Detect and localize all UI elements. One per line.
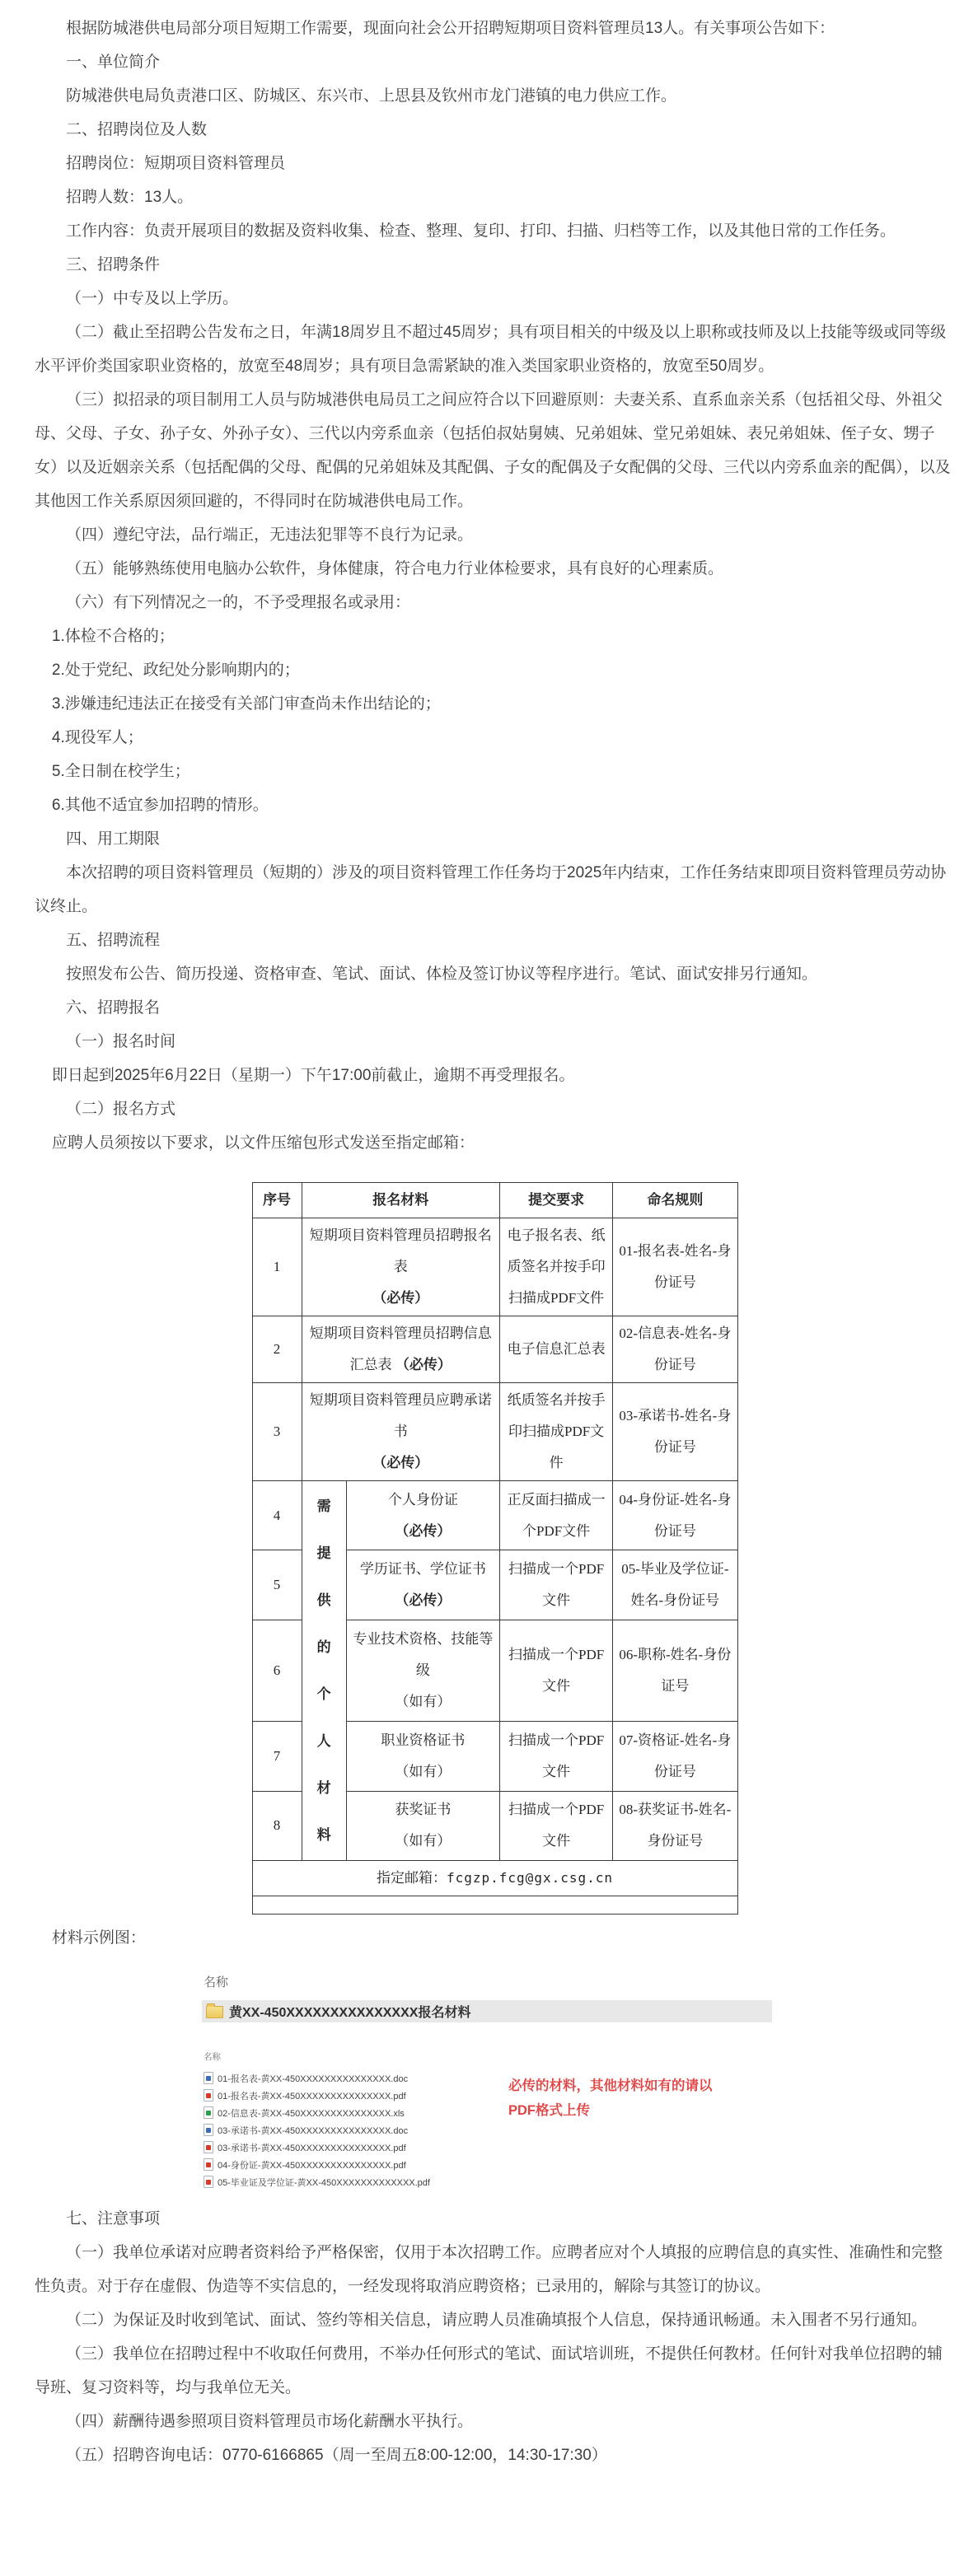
notice-item: （一）我单位承诺对应聘者资料给予严格保密，仅用于本次招聘工作。应聘者应对个人填报的应聘信息的真实性、准确性和完整性负责。对于存在虚假、伪造等不实信息的，一经发现将取消应聘资格；已录用的，解除与其签订的协议。 [35, 2244, 943, 2295]
condition-item: （六）有下列情况之一的，不予受理报名或录用： [66, 594, 411, 611]
material-name: 专业技术资格、技能等级 [353, 1630, 494, 1678]
file-name: 02-信息表-黄XX-450XXXXXXXXXXXXXXX.xls [218, 2108, 405, 2119]
paragraph: 招聘人数：13人。 [66, 189, 194, 206]
material-cell [302, 1218, 499, 1316]
row-num: 8 [252, 1791, 302, 1860]
subsection-heading: （二）报名方式 [66, 1101, 176, 1118]
section-heading-1: 一、单位简介 [66, 54, 161, 71]
material-name: 短期项目资料管理员招聘报名表 [309, 1227, 492, 1274]
material-cell [346, 1550, 499, 1620]
naming-cell: 08-获奖证书-姓名-身份证号 [613, 1791, 737, 1860]
file-type-dot [206, 2093, 211, 2098]
requirement-cell: 扫描成一个PDF文件 [499, 1722, 612, 1791]
naming-cell: 06-职称-姓名-身份证号 [613, 1620, 737, 1722]
naming-cell: 07-资格证-姓名-身份证号 [613, 1722, 737, 1791]
pdf-file-icon [204, 2141, 213, 2153]
file-type-dot [206, 2111, 211, 2115]
disqualify-item: 1.体检不合格的； [51, 628, 175, 645]
note-line-1: 必传的材料，其他材料如有的请以 [508, 2078, 713, 2093]
required-materials-note [508, 2073, 780, 2123]
xls-file-icon [204, 2106, 213, 2119]
empty-cell [252, 1896, 737, 1914]
file-name: 04-身份证-黄XX-450XXXXXXXXXXXXXXX.pdf [218, 2160, 406, 2171]
requirement-cell: 扫描成一个PDF文件 [499, 1620, 612, 1722]
material-tag: （如有） [395, 1693, 452, 1709]
notice-item-phone: （五）招聘咨询电话：0770-6166865（周一至周五8:00-12:00，14:30-17:30） [66, 2447, 607, 2464]
material-name: 学历证书、学位证书 [359, 1560, 486, 1577]
materials-table [252, 1182, 738, 1914]
file-type-dot [206, 2128, 211, 2133]
condition-item: （四）遵纪守法，品行端正，无违法犯罪等不良行为记录。 [66, 526, 474, 544]
material-cell [346, 1481, 499, 1550]
material-tag: （必传） [372, 1290, 429, 1306]
section-heading-2: 二、招聘岗位及人数 [66, 121, 208, 138]
empty-row [252, 1896, 737, 1914]
file-name: 03-承诺书-黄XX-450XXXXXXXXXXXXXXX.doc [218, 2125, 409, 2136]
material-cell [346, 1791, 499, 1860]
explorer-name-column-header-small: 名称 [204, 2052, 221, 2062]
file-type-dot [206, 2076, 211, 2081]
notice-item: （二）为保证及时收到笔试、面试、签约等相关信息，请应聘人员准确填报个人信息，保持通讯畅通。未入围者不另行通知。 [66, 2312, 928, 2329]
row-num: 4 [252, 1481, 302, 1550]
note-line-2: PDF格式上传 [508, 2103, 590, 2118]
file-row [204, 2173, 795, 2190]
notice-item: （四）薪酬待遇参照项目资料管理员市场化薪酬水平执行。 [66, 2413, 474, 2430]
material-tag: （必传） [395, 1592, 452, 1608]
col-header-naming: 命名规则 [613, 1183, 737, 1218]
requirement-cell: 纸质签名并按手印扫描成PDF文件 [499, 1383, 612, 1481]
personal-materials-group-label: 需提供的个人材料 [316, 1498, 331, 1843]
materials-table-wrapper [252, 1182, 738, 1914]
col-header-num: 序号 [252, 1183, 302, 1218]
doc-file-icon [204, 2072, 213, 2084]
file-type-dot [206, 2180, 211, 2185]
section-heading-3: 三、招聘条件 [66, 256, 161, 273]
folder-name: 黄XX-450XXXXXXXXXXXXXXX报名材料 [229, 2006, 471, 2020]
paragraph: 防城港供电局负责港口区、防城区、东兴市、上思县及钦州市龙门港镇的电力供应工作。 [66, 87, 677, 105]
file-name: 03-承诺书-黄XX-450XXXXXXXXXXXXXXX.pdf [218, 2143, 406, 2153]
condition-item: （一）中专及以上学历。 [66, 290, 239, 307]
section-heading-7: 七、注意事项 [66, 2210, 161, 2228]
material-tag: （如有） [395, 1833, 452, 1849]
file-name: 05-毕业证及学位证-黄XX-450XXXXXXXXXXXXX.pdf [218, 2177, 430, 2188]
folder-icon [206, 2006, 223, 2018]
pdf-file-icon [204, 2158, 213, 2171]
disqualify-item: 6.其他不适宜参加招聘的情形。 [51, 797, 269, 814]
table-row [252, 1383, 737, 1481]
paragraph: 按照发布公告、简历投递、资格审查、笔试、面试、体检及签订协议等程序进行。笔试、面试安排另行通知。 [66, 965, 818, 983]
notice-item: （三）我单位在招聘过程中不收取任何费用，不举办任何形式的笔试、面试培训班，不提供任何教材。任何针对我单位招聘的辅导班、复习资料等，均与我单位无关。 [35, 2345, 943, 2396]
example-image-label: 材料示例图： [51, 1929, 146, 1947]
naming-cell: 02-信息表-姓名-身份证号 [613, 1316, 737, 1383]
file-row [204, 2139, 795, 2156]
doc-file-icon [204, 2124, 213, 2136]
table-row [252, 1316, 737, 1383]
naming-cell: 03-承诺书-姓名-身份证号 [613, 1383, 737, 1481]
material-cell [302, 1316, 499, 1383]
row-num: 5 [252, 1550, 302, 1620]
paragraph: 本次招聘的项目资料管理员（短期的）涉及的项目资料管理工作任务均于2025年内结束，工作任务结束即项目资料管理员劳动协议终止。 [35, 864, 947, 915]
file-row [204, 2156, 795, 2173]
paragraph: 应聘人员须按以下要求，以文件压缩包形式发送至指定邮箱： [51, 1134, 475, 1152]
material-tag: （必传） [395, 1522, 452, 1539]
row-num: 2 [252, 1316, 302, 1383]
paragraph: 即日起到2025年6月22日（星期一）下午17:00前截止，逾期不再受理报名。 [51, 1067, 575, 1084]
material-cell [346, 1620, 499, 1722]
explorer-name-column-header: 名称 [204, 1975, 229, 1989]
file-row [204, 2121, 795, 2139]
paragraph: 工作内容：负责开展项目的数据及资料收集、检查、整理、复印、打印、扫描、归档等工作，以及其他日常的工作任务。 [66, 222, 896, 240]
naming-cell: 01-报名表-姓名-身份证号 [613, 1218, 737, 1316]
disqualify-item: 2.处于党纪、政纪处分影响期内的； [51, 662, 300, 679]
row-num: 3 [252, 1383, 302, 1481]
email-label: 指定邮箱： [376, 1870, 447, 1886]
material-tag: （如有） [395, 1764, 452, 1780]
material-name: 职业资格证书 [381, 1732, 466, 1749]
row-num: 1 [252, 1218, 302, 1316]
disqualify-item: 4.现役军人； [51, 729, 143, 746]
material-cell [302, 1383, 499, 1481]
row-num: 7 [252, 1722, 302, 1791]
condition-item: （五）能够熟练使用电脑办公软件，身体健康，符合电力行业体检要求，具有良好的心理素质。 [66, 560, 724, 577]
condition-item: （二）截止至招聘公告发布之日，年满18周岁且不超过45周岁；具有项目相关的中级及以上职称或技师及以上技能等级或同等级水平评价类国家职业资格的，放宽至48周岁；具有项目急需紧缺的准入类国家职业资格的，放宽至50周岁。 [35, 324, 947, 375]
paragraph: 招聘岗位：短期项目资料管理员 [66, 155, 286, 172]
row-num: 6 [252, 1620, 302, 1722]
condition-item: （三）拟招录的项目制用工人员与防城港供电局员工之间应符合以下回避原则：夫妻关系、直系血亲关系（包括祖父母、外祖父母、父母、子女、孙子女、外孙子女）、三代以内旁系血亲（包括伯叔姑舅姨、兄弟姐妹、堂兄弟姐妹、表兄弟姐妹、侄子女、甥子女）以及近姻亲关系（包括配偶的父母、配偶的兄弟姐妹及其配偶、子女的配偶及子女配偶的父母、三代以内旁系血亲的配偶），以及其他因工作关系原因须回避的，不得同时在防城港供电局工作。 [35, 391, 951, 510]
requirement-cell: 电子信息汇总表 [499, 1316, 612, 1383]
table-header-row [252, 1183, 737, 1218]
file-name: 01-报名表-黄XX-450XXXXXXXXXXXXXXX.doc [218, 2073, 409, 2084]
disqualify-item: 5.全日制在校学生； [51, 763, 190, 780]
materials-example-image [202, 1961, 795, 2202]
folder-row [202, 2000, 772, 2022]
personal-materials-group-cell [302, 1481, 346, 1861]
requirement-cell: 扫描成一个PDF文件 [499, 1550, 612, 1620]
material-name: 个人身份证 [387, 1491, 458, 1508]
table-row [252, 1218, 737, 1316]
material-name: 获奖证书 [395, 1802, 452, 1818]
subsection-heading: （一）报名时间 [66, 1033, 176, 1050]
requirement-cell: 电子报名表、纸质签名并按手印扫描成PDF文件 [499, 1218, 612, 1316]
file-type-dot [206, 2145, 211, 2150]
material-tag: （必传） [395, 1357, 452, 1372]
email-row [252, 1861, 737, 1896]
col-header-material: 报名材料 [302, 1183, 499, 1218]
material-tag: （必传） [372, 1455, 429, 1470]
designated-email-cell [252, 1861, 737, 1896]
naming-cell: 04-身份证-姓名-身份证号 [613, 1481, 737, 1550]
requirement-cell: 扫描成一个PDF文件 [499, 1791, 612, 1860]
material-name: 短期项目资料管理员招聘信息汇总表 [309, 1325, 492, 1372]
disqualify-item: 3.涉嫌违纪违法正在接受有关部门审查尚未作出结论的； [51, 695, 441, 713]
pdf-file-icon [204, 2089, 213, 2101]
intro-paragraph: 根据防城港供电局部分项目短期工作需要，现面向社会公开招聘短期项目资料管理员13人。有关事项公告如下： [66, 20, 835, 37]
file-type-dot [206, 2162, 211, 2167]
material-cell [346, 1722, 499, 1791]
section-heading-4: 四、用工期限 [66, 830, 161, 848]
email-address: fcgzp.fcg@gx.csg.cn [446, 1870, 614, 1886]
pdf-file-icon [204, 2176, 213, 2188]
file-name: 01-报名表-黄XX-450XXXXXXXXXXXXXXX.pdf [218, 2091, 406, 2101]
section-heading-6: 六、招聘报名 [66, 999, 161, 1017]
col-header-requirement: 提交要求 [499, 1183, 612, 1218]
table-row [252, 1481, 737, 1550]
naming-cell: 05-毕业及学位证-姓名-身份证号 [613, 1550, 737, 1620]
section-heading-5: 五、招聘流程 [66, 932, 161, 949]
material-name: 短期项目资料管理员应聘承诺书 [309, 1392, 492, 1439]
requirement-cell: 正反面扫描成一个PDF文件 [499, 1481, 612, 1550]
